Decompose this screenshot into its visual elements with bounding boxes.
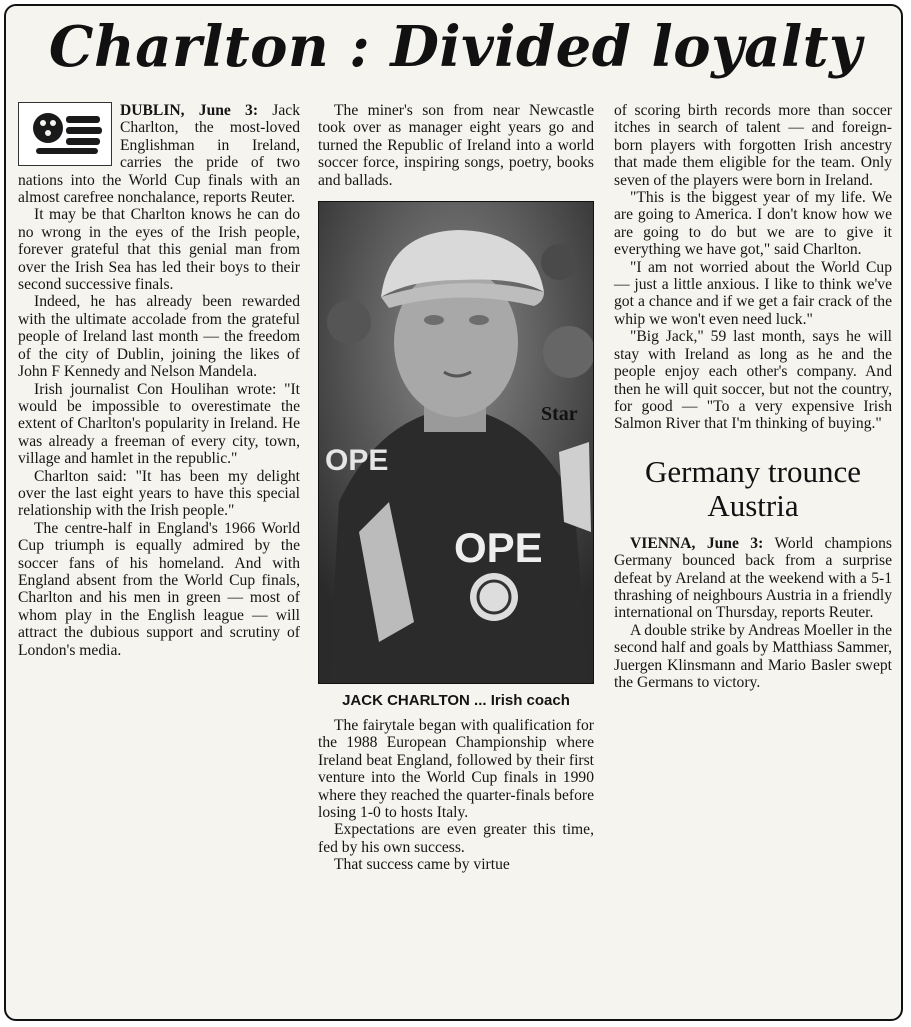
paragraph: of scoring birth records more than soccer itches in search of talent — and foreign-born players with forgotten Irish ancestry that made them eligible for the team. Only seven of the players were born in Ireland. (614, 102, 892, 189)
paragraph: "I am not worried about the World Cup — just a little anxious. I like to think we've got a chance and if we get a fair crack of the whip we won't even need luck." (614, 258, 892, 328)
paragraph: Charlton said: "It has been my delight over the last eight years to have this special relationship with the Irish people." (18, 467, 300, 520)
paragraph: It may be that Charlton knows he can do no wrong in the eyes of the Irish people, forever grateful that this genial man from over the Irish Sea has led their boys to their second successive finals. (18, 206, 300, 294)
paragraph (614, 535, 892, 622)
world-cup-logo-icon (18, 102, 112, 166)
dateline: VIENNA, June 3: (630, 534, 764, 552)
paragraph: Expectations are even greater this time, fed by his own success. (318, 821, 594, 856)
photo-caption: JACK CHARLTON ... Irish coach (342, 692, 570, 710)
star-logo-text: Star (541, 403, 578, 426)
subheadline: Germany trounce Austria (644, 453, 862, 523)
column-2 (318, 102, 594, 874)
shirt-sponsor-text: OPE (454, 524, 543, 572)
dateline: DUBLIN, June 3: (120, 102, 259, 119)
paragraph-text: World champions Germany bounced back from a surprise defeat by Areland at the weekend with a 5-1 thrashing of neighbours Austria in a friendly international on Thursday, reports Reuter. (614, 534, 892, 622)
paragraph: Indeed, he has already been rewarded with the ultimate accolade from the grateful people of Ireland last month — the freedom of the city of Dublin, joining the likes of John F Kennedy and Nelson Mandela. (18, 293, 300, 381)
paragraph: The miner's son from near Newcastle took over as manager eight years go and turned the Republic of Ireland into a world soccer force, inspiring songs, poetry, books and ballads. (318, 102, 594, 189)
shirt-sponsor-text-left: OPE (325, 444, 389, 478)
newspaper-clipping (4, 4, 903, 1021)
headline: Charlton : Divided loyalty (48, 14, 863, 80)
paragraph: That success came by virtue (334, 856, 510, 874)
paragraph: "Big Jack," 59 last month, says he will stay with Ireland as long as he and the people enjoy each other's company. And then he will quit soccer, but not the country, for good — "To a very expensive Irish Salmon River that I'm thinking of buying." (614, 328, 892, 433)
photo-jack-charlton (318, 201, 594, 684)
paragraph: Irish journalist Con Houlihan wrote: "It would be impossible to overestimate the extent of Charlton's popularity in Ireland. He was already a freeman of every city, town, village and hamlet in the republic." (18, 380, 300, 468)
paragraph: The fairytale began with qualification for the 1988 European Championship where Ireland beat England, followed by their first venture into the World Cup finals in 1990 where they reached the quarter-finals before losing 1-0 to hosts Italy. (318, 717, 594, 822)
paragraph: The centre-half in England's 1966 World Cup triumph is equally admired by the soccer fans of his homeland. And with England absent from the World Cup finals, Charlton and his men in green — most of whom play in the English league — will attract the dubious support and scrutiny of London's media. (18, 519, 300, 659)
paragraph-text: Jack Charlton, the most-loved Englishman in Ireland, carries the pride of two nations into the World Cup finals with an almost carefree nonchalance, reports Reuter. (18, 102, 301, 207)
paragraph: A double strike by Andreas Moeller in the second half and goals by Matthiass Sammer, Juergen Klinsmann and Mario Basler swept the Germans to victory. (614, 621, 893, 691)
column-3 (614, 102, 892, 691)
column-1 (18, 102, 300, 659)
paragraph: "This is the biggest year of my life. We are going to America. I don't know how we are going to do but we are to give it everything we have got," said Charlton. (614, 189, 892, 259)
